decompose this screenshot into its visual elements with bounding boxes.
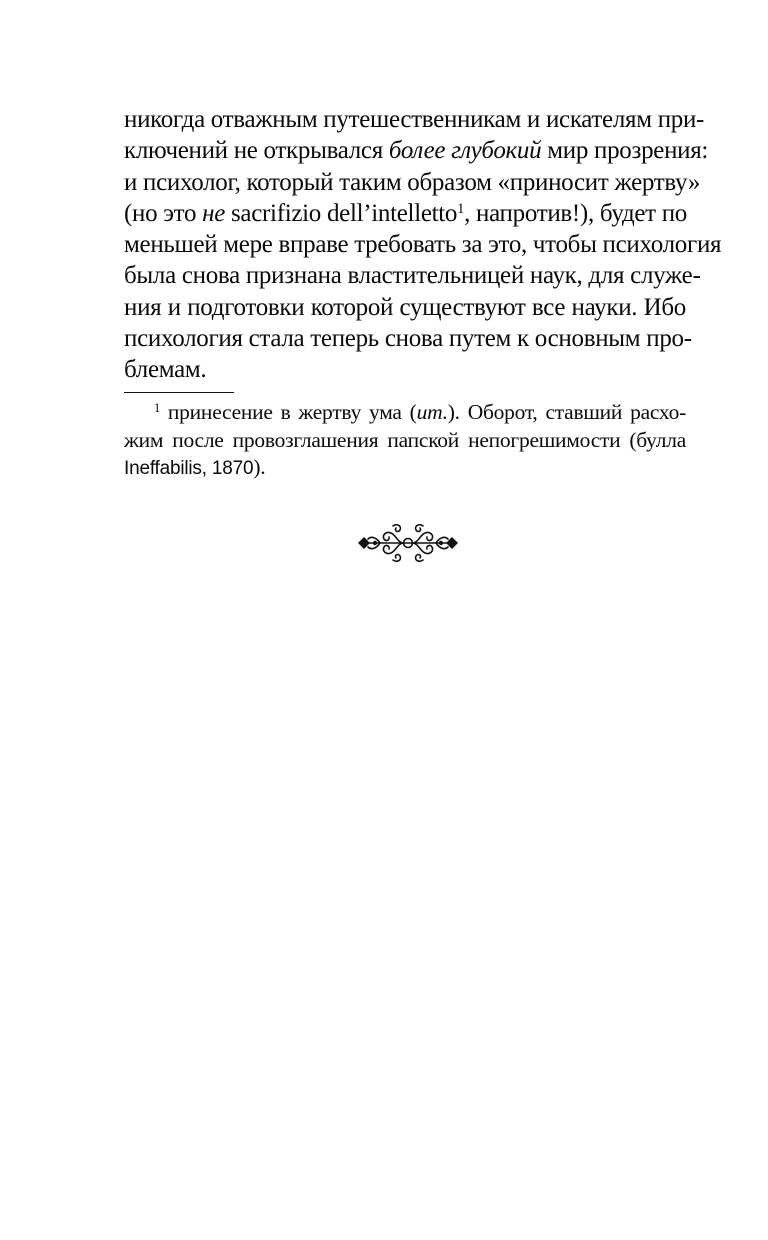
footnote-block — [124, 399, 686, 482]
text-line: и психолог, который таким образом «приносит жертву» — [124, 168, 701, 196]
footnote-line: $^1$ принесение в жертву ума (ит.). Оборот, ставший расхо- — [154, 400, 686, 424]
text-line: была снова признана властительницей наук, для служе- — [124, 262, 701, 290]
text-line: психология стала теперь снова путем к основным про- — [124, 325, 692, 353]
emphasis-text: ит. — [416, 400, 448, 424]
footnote-line: жим после провозглашения папской непогрешимости (булла — [124, 427, 686, 452]
text-line: (но это не sacrifizio dell’intelletto$^1$, напротив!), будет по — [124, 199, 688, 227]
main-text-block — [124, 104, 722, 386]
text-line: никогда отважным путешественникам и искателям при- — [124, 106, 705, 133]
emphasis-text: не — [202, 199, 226, 227]
text-line: ключений не открывался более глубокий мир прозрения: — [124, 137, 709, 165]
text-line: блемам. — [124, 356, 207, 384]
emphasis-text: более глубокий — [388, 137, 542, 165]
text-line: ния и подготовки которой существуют все науки. Ибо — [124, 293, 686, 321]
text-line: меньшей мере вправе требовать за это, чтобы психология — [124, 231, 722, 259]
footnote-divider — [124, 392, 234, 393]
footnote-line: Ineffabilis, 1870). — [124, 455, 266, 479]
footnote-reference: 1 — [457, 200, 465, 217]
footnote-marker: 1 — [154, 401, 160, 416]
fleuron-ornament-icon — [356, 520, 460, 566]
